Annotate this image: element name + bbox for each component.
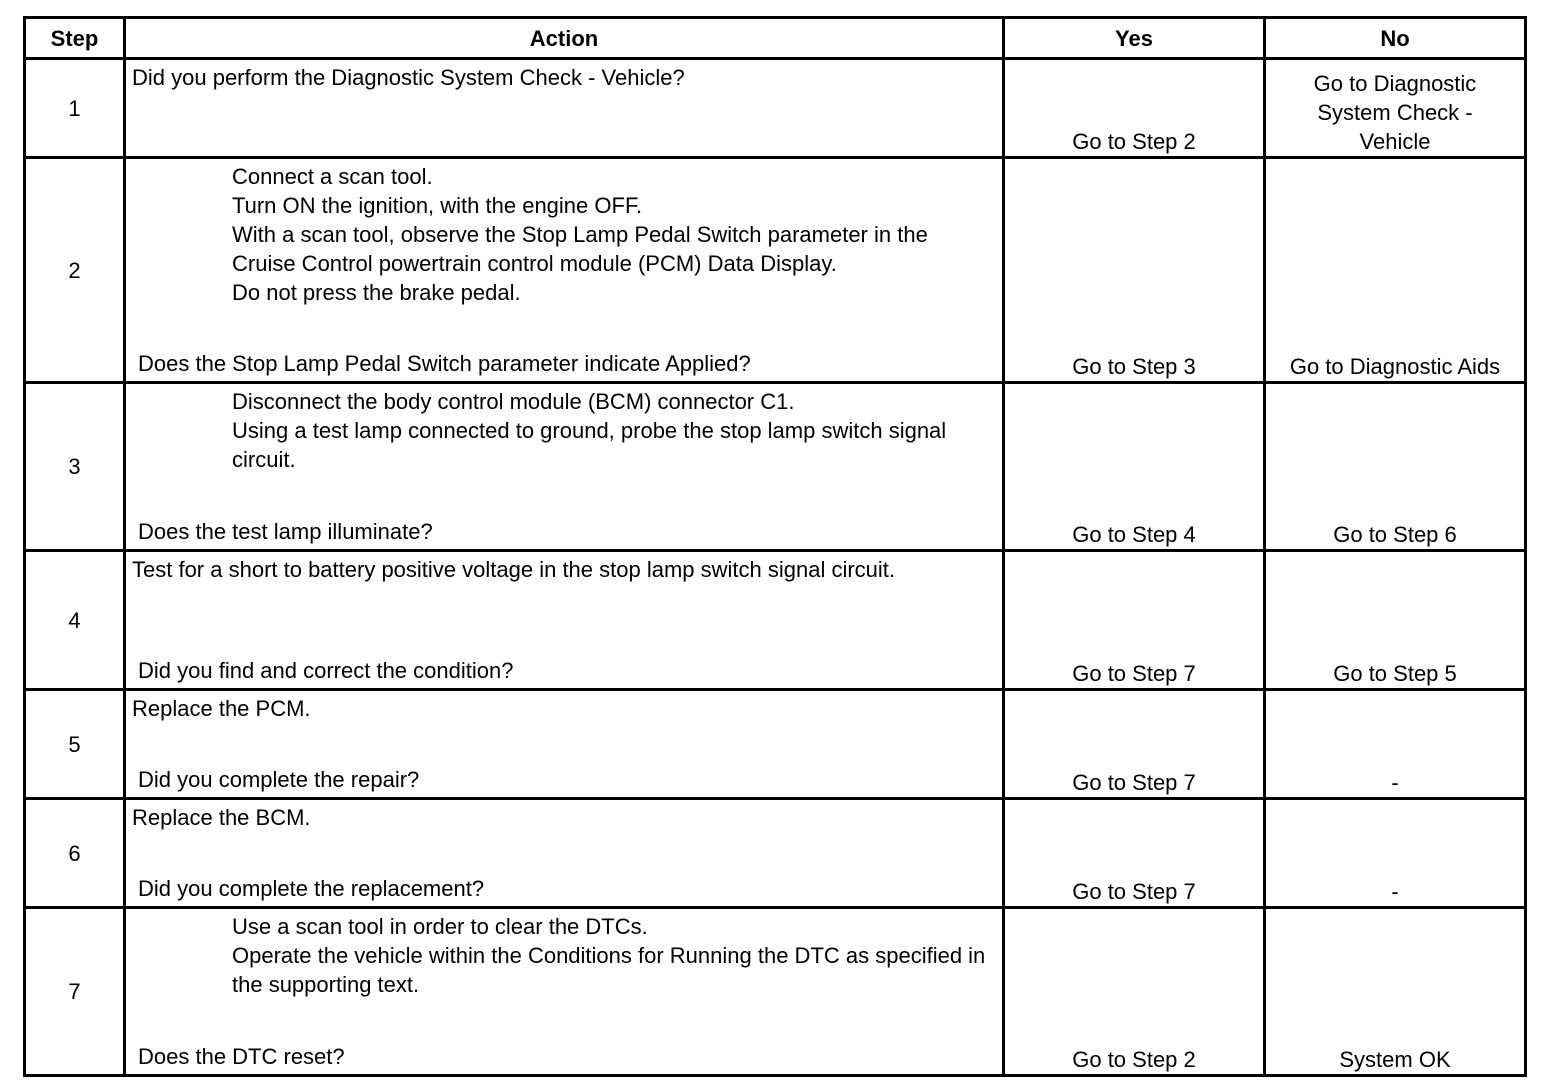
- header-row: [25, 18, 1526, 59]
- table-row: [25, 551, 1526, 690]
- action-cell: [125, 690, 1004, 799]
- action-step-item: Operate the vehicle within the Conditions for Running the DTC as specified in the supporting text.: [232, 943, 986, 997]
- step-number: 1: [25, 59, 125, 158]
- action-question: Did you complete the repair?: [138, 767, 420, 792]
- table-row: [25, 59, 1526, 158]
- action-step-item: Using a test lamp connected to ground, probe the stop lamp switch signal circuit.: [232, 418, 947, 472]
- header-no: No: [1265, 18, 1526, 59]
- header-yes: Yes: [1004, 18, 1265, 59]
- no-result-text: System OK: [1339, 1047, 1451, 1072]
- action-steps-list: [132, 387, 996, 474]
- action-step-item: Do not press the brake pedal.: [232, 280, 521, 305]
- yes-result: Go to Step 7: [1004, 799, 1265, 908]
- action-cell: [125, 799, 1004, 908]
- action-cell: [125, 908, 1004, 1076]
- header-step: Step: [25, 18, 125, 59]
- no-result: [1265, 383, 1526, 551]
- step-number: 6: [25, 799, 125, 908]
- action-cell: [125, 551, 1004, 690]
- action-steps-list: [132, 162, 996, 307]
- action-step-item: Turn ON the ignition, with the engine OFF.: [232, 193, 643, 218]
- action-question: Did you perform the Diagnostic System Check - Vehicle?: [132, 65, 685, 90]
- diagnostic-table: [23, 16, 1527, 1077]
- action-text: Test for a short to battery positive voltage in the stop lamp switch signal circuit.: [132, 557, 896, 582]
- no-result: [1265, 551, 1526, 690]
- action-step-item: With a scan tool, observe the Stop Lamp Pedal Switch parameter in the Cruise Control powertrain control module (PCM) Data Display.: [232, 222, 928, 276]
- step-number: 2: [25, 158, 125, 383]
- action-question: Does the test lamp illuminate?: [138, 519, 433, 544]
- action-step-item: Connect a scan tool.: [232, 164, 433, 189]
- action-cell: [125, 59, 1004, 158]
- action-steps-list: [132, 912, 996, 999]
- no-result-text: -: [1391, 770, 1399, 795]
- no-result: [1265, 59, 1526, 158]
- action-cell: [125, 383, 1004, 551]
- step-number: 5: [25, 690, 125, 799]
- no-result-text: Go to Step 5: [1333, 661, 1457, 686]
- no-result: [1265, 690, 1526, 799]
- yes-result: Go to Step 7: [1004, 551, 1265, 690]
- yes-result: Go to Step 3: [1004, 158, 1265, 383]
- no-result-text: -: [1391, 879, 1399, 904]
- yes-result: Go to Step 2: [1004, 908, 1265, 1076]
- yes-result: Go to Step 2: [1004, 59, 1265, 158]
- action-step-item: Use a scan tool in order to clear the DTCs.: [232, 914, 648, 939]
- no-result: [1265, 908, 1526, 1076]
- action-question: Did you complete the replacement?: [138, 876, 485, 901]
- action-cell: [125, 158, 1004, 383]
- yes-result: Go to Step 4: [1004, 383, 1265, 551]
- no-result: [1265, 158, 1526, 383]
- no-result-text: Go to Diagnostic System Check - Vehicle: [1313, 71, 1477, 154]
- step-number: 3: [25, 383, 125, 551]
- action-text: Replace the PCM.: [132, 696, 311, 721]
- no-result-text: Go to Step 6: [1333, 522, 1457, 547]
- step-number: 7: [25, 908, 125, 1076]
- action-step-item: Disconnect the body control module (BCM) connector C1.: [232, 389, 795, 414]
- table-row: [25, 158, 1526, 383]
- yes-result: Go to Step 7: [1004, 690, 1265, 799]
- action-question: Does the DTC reset?: [138, 1044, 345, 1069]
- action-question: Did you find and correct the condition?: [138, 658, 514, 683]
- action-text: Replace the BCM.: [132, 805, 311, 830]
- step-number: 4: [25, 551, 125, 690]
- table-row: [25, 690, 1526, 799]
- table-row: [25, 908, 1526, 1076]
- table-row: [25, 383, 1526, 551]
- header-action: Action: [125, 18, 1004, 59]
- action-question: Does the Stop Lamp Pedal Switch parameter indicate Applied?: [138, 351, 751, 376]
- no-result-text: Go to Diagnostic Aids: [1289, 354, 1501, 379]
- table-row: [25, 799, 1526, 908]
- no-result: [1265, 799, 1526, 908]
